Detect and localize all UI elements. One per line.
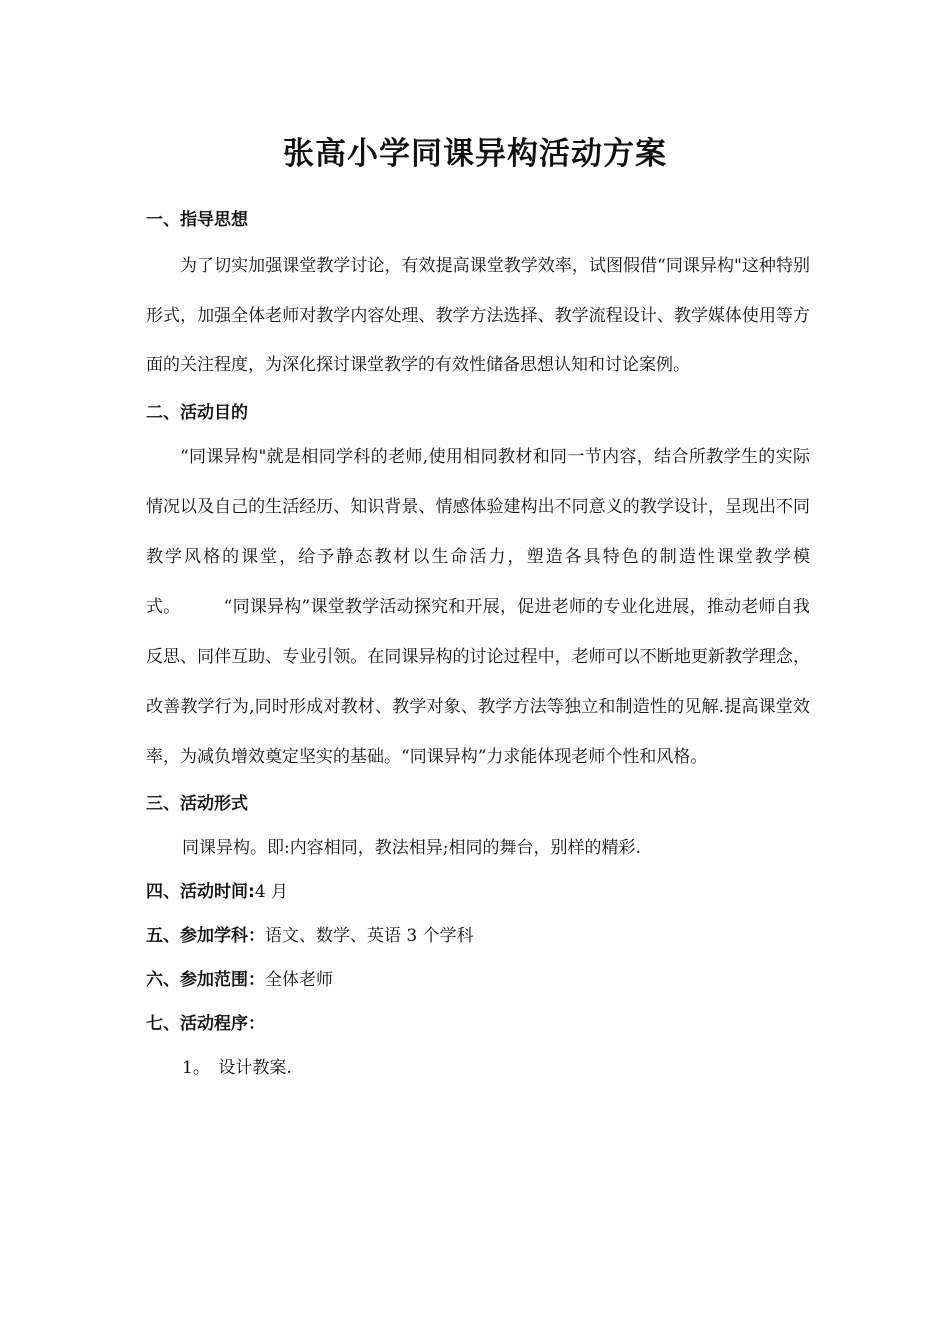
section-heading-scope: 六、参加范围： xyxy=(146,969,265,990)
section-heading-time: 四、活动时间: xyxy=(146,881,255,902)
section-time xyxy=(146,870,810,914)
procedure-step-1: 1。 设计教案. xyxy=(182,1057,292,1078)
section-heading-form: 三、活动形式 xyxy=(146,793,248,814)
section-heading-procedure: 七、活动程序： xyxy=(146,1013,265,1034)
section-value-subjects: 语文、数学、英语 3 个学科 xyxy=(265,925,474,946)
document-body xyxy=(146,198,810,1090)
section-paragraph-guiding-idea: 为了切实加强课堂教学讨论，有效提高课堂教学效率，试图假借“同课异构"这种特别形式，加强全体老师对教学内容处理、教学方法选择、教学流程设计、教学媒体使用等方面的关注程度，为深化探讨课堂教学的有效性储备思想认知和讨论案例。 xyxy=(146,256,810,376)
section-value-scope: 全体老师 xyxy=(265,969,333,990)
section-heading-subjects: 五、参加学科： xyxy=(146,925,265,946)
document-title: 张高小学同课异构活动方案 xyxy=(283,136,667,172)
section-heading-guiding-idea: 一、指导思想 xyxy=(146,210,248,230)
section-heading-purpose: 二、活动目的 xyxy=(146,402,248,423)
section-line-form: 同课异构。即:内容相同，教法相异;相同的舞台，别样的精彩. xyxy=(182,837,641,858)
section-subjects xyxy=(146,914,810,958)
section-scope xyxy=(146,958,810,1002)
section-value-time: 4 月 xyxy=(254,881,289,902)
section-paragraph-purpose: “同课异构"就是相同学科的老师,使用相同教材和同一节内容，结合所教学生的实际情况以及自己的生活经历、知识背景、情感体验建构出不同意义的教学设计，呈现出不同教学风格的课堂，给予静态教材以生命活力，塑造各具特色的制造性课堂教学模式。 “同课异构”课堂教学活动探究和开展，促进老师的专业化进展，推动老师自我反思、同伴互助、专业引领。在同课异构的讨论过程中，老师可以不断地更新教学理念，改善教学行为,同时形成对教材、教学对象、教学方法等独立和制造性的见解.提高课堂效率，为减负增效奠定坚实的基础。“同课异构”力求能体现老师个性和风格。 xyxy=(146,446,810,767)
